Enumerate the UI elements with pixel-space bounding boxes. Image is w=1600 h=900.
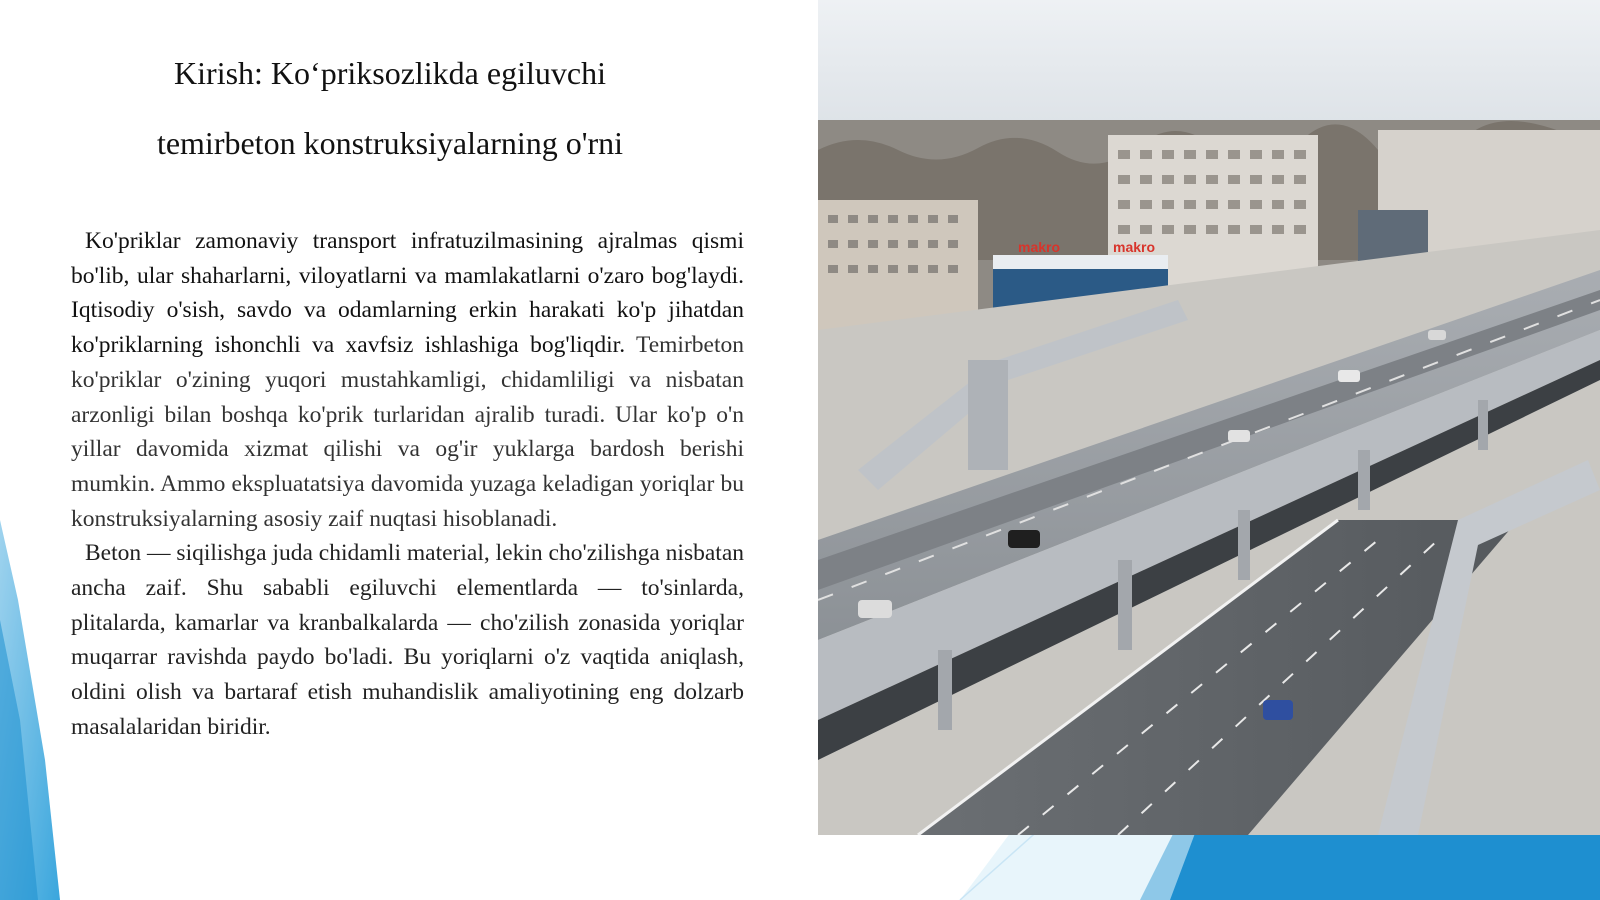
paragraph-1-part-1: Ko'priklar zamonaviy transport infratuzilmasining ajralmas qismi bo'lib, ular shaharlarni, viloyatlarni va mamlakatlarni o'zaro bog'laydi. Iqtisodiy o'sish, savdo va odamlarning erkin harakati ko'p jihatdan ko'priklarning ishonchli va xavfsiz ishlashiga bog'liqdir.	[71, 228, 744, 359]
paragraph-2: Beton — siqilishga juda chidamli material, lekin cho'zilishga nisbatan ancha zaif. Shu sababli egiluvchi elementlarda — to'sinlarda, plitalarda, kamarlar va kranbalkalarda — cho'zilish zonasida yoriqlar muqarrar ravishda paydo bo'ladi. Bu yoriqlarni o'z vaqtida aniqlash, oldini olish va bartaraf etish muhandislik amaliyotining eng dolzarb masalalaridan biridir.	[71, 540, 744, 740]
body-text	[71, 224, 744, 745]
title-line-1: Kirish: Ko‘priksozlikda egiluvchi	[174, 55, 606, 91]
bridge-photo	[818, 0, 1600, 835]
title-line-2: temirbeton konstruksiyalarning o'rni	[156, 125, 624, 161]
paragraph-1-part-2: Temirbeton ko'priklar o'zining yuqori mustahkamligi, chidamliligi va nisbatan arzonligi bilan boshqa ko'prik turlaridan ajralib turadi. Ular ko'p o'n yillar davomida xizmat qilishi va og'ir yuklarga bardosh berishi mumkin. Ammo ekspluatatsiya davomida yuzaga keladigan yoriqlar bu konstruksiyalarning asosiy zaif nuqtasi hisoblanadi.	[71, 332, 744, 532]
left-decor-ribbon	[0, 0, 80, 900]
slide-title	[70, 38, 710, 178]
photo-sign-1: makro	[1018, 239, 1061, 255]
photo-sign-2: makro	[1113, 239, 1156, 255]
paragraph-1	[71, 224, 744, 536]
bridge-photo-illustration	[818, 0, 1600, 835]
